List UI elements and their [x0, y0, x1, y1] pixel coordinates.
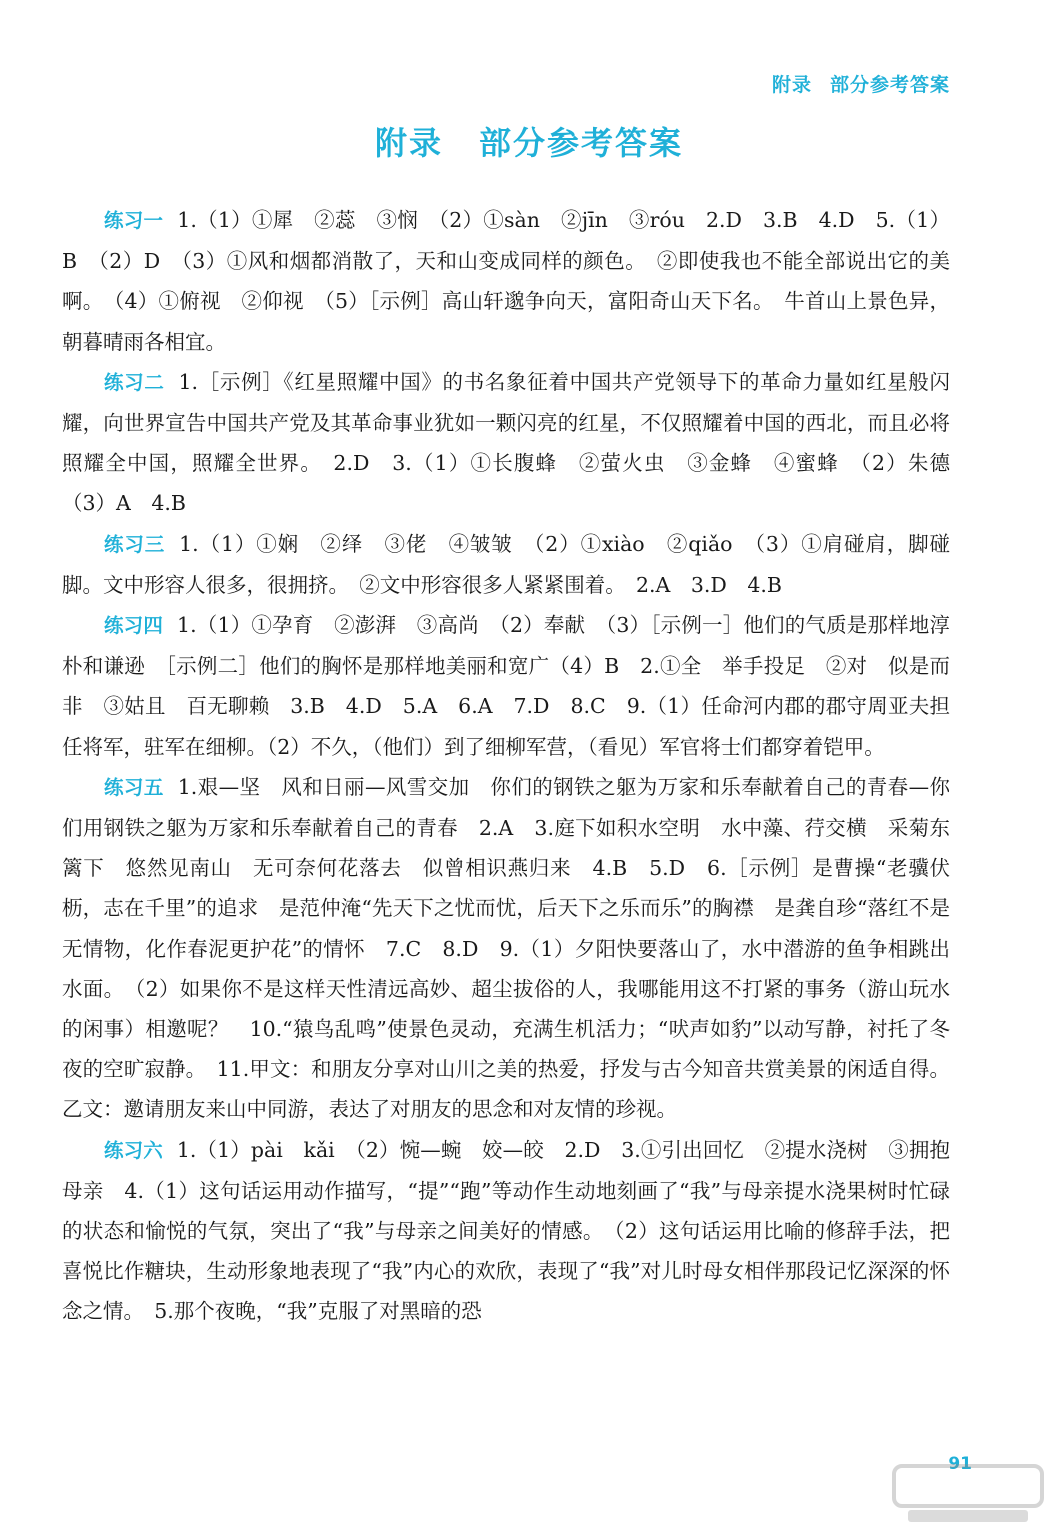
- exercise-6: [62, 1130, 950, 1332]
- exercise-label: 练习二: [104, 370, 165, 394]
- exercise-3: [62, 524, 950, 605]
- exercise-label: 练习一: [104, 209, 164, 232]
- watermark-logo-icon: [888, 1458, 1048, 1528]
- exercise-answers: 1.（1）①犀 ②蕊 ③悯 （2）①sàn ②jīn ③róu 2.D 3.B 4.D 5.（1）B （2）D （3）①风和烟都消散了，天和山变成同样的颜色。 ②即使我也不能全部说出它的美啊。 （4）①俯视 ②仰视 （5）［示例］高山轩邈争向天，富阳奇山天下名。 牛首山上景色异，朝暮晴雨各相宜。: [62, 208, 950, 354]
- running-header-section: 附录: [771, 74, 812, 96]
- exercise-label: 练习四: [104, 614, 164, 638]
- answer-content: [62, 200, 971, 1332]
- exercise-2: [62, 362, 971, 524]
- exercise-answers: 1.（1）pài kǎi （2）惋—蜿 姣—皎 2.D 3.①引出回忆 ②提水浇树 ③拥抱母亲 4.（1）这句话运用动作描写，“提”“跑”等动作生动地刻画了“我”与母亲提水浇果树时忙碌的状态和愉悦的气氛，突出了“我”与母亲之间美好的情感。 （2）这句话运用比喻的修辞手法，把喜悦比作糖块，生动形象地表现了“我”内心的欢欣，表现了“我”对儿时母女相伴那段记忆深深的怀念之情。 5.那个夜晚，“我”克服了对黑暗的恐: [62, 1137, 950, 1324]
- exercise-answers: 1.艰—坚 风和日丽—风雪交加 你们的钢铁之躯为万家和乐奉献着自己的青春—你们用钢铁之躯为万家和乐奉献着自己的青春 2.A 3.庭下如积水空明 水中藻、荇交横 采菊东篱下 悠然见南山 无可奈何花落去 似曾相识燕归来 4.B 5.D 6.［示例］是曹操“老骥伏枥，志在千里”的追求 是范仲淹“先天下之忧而忧，后天下之乐而乐”的胸襟 是龚自珍“落红不是无情物，化作春泥更护花”的情怀 7.C 8.D 9.（1）夕阳快要落山了，水中潜游的鱼争相跳出水面。 （2）如果你不是这样天性清远高妙、超尘拔俗的人，我哪能用这不打紧的事务（游山玩水的闲事）相邀呢？ 10.“猿鸟乱鸣”使景色灵动，充满生机活力；“吠声如豹”以动写静，衬托了冬夜的空旷寂静。 11.甲文：和朋友分享对山川之美的热爱，抒发与古今知音共赏美景的闲适自得。乙文：邀请朋友来山中同游，表达了对朋友的思念和对友情的珍视。: [62, 774, 950, 1122]
- running-header: [772, 70, 950, 97]
- exercise-label: 练习三: [104, 532, 166, 556]
- exercise-label: 练习六: [104, 1138, 163, 1162]
- page-title-main: 附录: [374, 124, 443, 162]
- exercise-1: [62, 200, 950, 362]
- running-header-subsection: 部分参考答案: [829, 74, 950, 96]
- exercise-5: [62, 767, 950, 1130]
- page-number: 91: [948, 1454, 972, 1474]
- exercise-4: [62, 605, 950, 767]
- exercise-label: 练习五: [104, 775, 164, 799]
- exercise-answers: 1.［示例］《红星照耀中国》的书名象征着中国共产党领导下的革命力量如红星般闪耀，向世界宣告中国共产党及其革命事业犹如一颗闪亮的红星，不仅照耀着中国的西北，而且必将照耀全中国，照耀全世界。 2.D 3.（1）①长腹蜂 ②萤火虫 ③金蜂 ④蜜蜂 （2）朱德 （3）A 4.B: [62, 369, 971, 516]
- page-title: [0, 118, 1058, 164]
- page-title-sub: 部分参考答案: [479, 124, 684, 162]
- exercise-answers: 1.（1）①孕育 ②澎湃 ③高尚 （2）奉献 （3）［示例一］他们的气质是那样地淳朴和谦逊 ［示例二］他们的胸怀是那样地美丽和宽广（4）B 2.①全 举手投足 ②对 似是而非 ③姑且 百无聊赖 3.B 4.D 5.A 6.A 7.D 8.C 9.（1）任命河内郡的郡守周亚夫担任将军，驻军在细柳。（2）不久，（他们）到了细柳军营，（看见）军官将士们都穿着铠甲。: [62, 613, 950, 759]
- exercise-answers: 1.（1）①娴 ②绎 ③佬 ④皱皱 （2）①xiào ②qiǎo （3）①肩碰肩，脚碰脚。文中形容人很多，很拥挤。 ②文中形容很多人紧紧围着。 2.A 3.D 4.B: [62, 531, 950, 597]
